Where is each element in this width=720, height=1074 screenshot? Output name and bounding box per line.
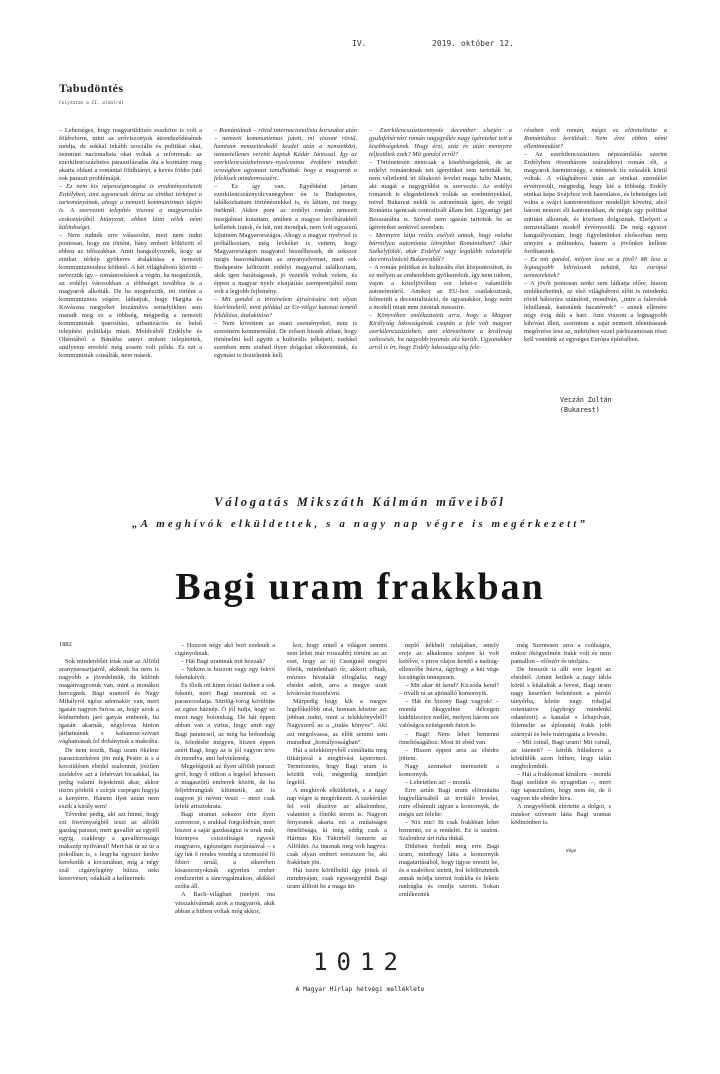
story-column-3 — [287, 642, 387, 926]
article-column-1 — [59, 127, 202, 481]
article-paragraph: – Nem követtem az otani eseményeket, nem is szeretném kommentálni. De erősen hiszek abban, hogy történelmi kell együtt a kulturális jelképeit, ezekkel szemben nem szabad ilyen dolgokat elkövetnünk, és egymást is tisztelnünk kell. — [214, 320, 357, 360]
story-column-2 — [175, 642, 275, 926]
story-column-1 — [59, 658, 159, 926]
article-column-3 — [369, 127, 512, 481]
story-paragraph: A meghívók elküldettek, s a nagy nap végre is megérkezett. A szekérület fel volt díszítve az alkalomhoz, valamint a főnöki terem is. Nagyon fényesnek akarta ezt a mulatságot ömeltösága, ki még eddig csak a Hármas Kis Tükörből ösmerte az Alföldet. Az inasnak meg volt hagyva: csak olyan embert ereszszen be, aki frakkban jön. — [287, 786, 387, 867]
story-paragraph: – Mit akar itt kend? Kicsoda kend? – rivallt rá az ajtónálló komornyik. — [399, 682, 499, 698]
continued-note: Folytatás a II. oldalról — [59, 101, 125, 106]
article-paragraph: – Nem tudnék erre válaszolni, mert nem tudni pontosan, hogy mi történt, hány embert költözött el ebben az időszakban. Amit hangsúlyoznék, hogy az etnikai térkép gyökeres átalakítása a nemzeti kommunizmushoz köthető. A két világháború közötti – nevezzük így – romániosítások a végén, ha megnézzük, az erdélyi városokban a többséget továbbra is a magyarok alkották. De ha megnézzük, mi történt a kommunizmus végére, láthatjuk, hogy Hargita és Kovászna megyéket leszámítva semelyikben sem maradt meg ez a többség, mégpedig a nemzeti kommunisták iparosítási, urbanizációs és belső telepítési politikája miatt. Moldvából Erdélybe és Olténiából a Bánátba annyi embert telepítettek, amilyenre errefelé még sosem volt példa. És ezt a kommunisták csinálták, nem mások. — [59, 231, 202, 360]
story-paragraph: A megyefőnök elértette a dolgot, s máskor szívesen látta Bagi uramat ködmönben is. — [511, 802, 611, 827]
story-paragraph: De nem teszik, Bagi uram ökelme parasztszekéren jön még Pestre is s a kocsiülésen ebédel szalonnát, jóízűen szeldelve azt a fehérvári bicsakkal, ha pedig valami fejedelmit akar, akkor tüzön pörköli s zsírját csepegni hagyja a kenyérre. Hanem ilyet aztán nem eszik a király sem! — [59, 746, 159, 810]
article-title: Tabudöntés — [59, 81, 124, 95]
author-name: Veczán Zoltán — [560, 396, 612, 404]
series-quote: „A meghívók elküldettek, s a nagy nap végre is megérkezett” — [131, 518, 589, 530]
story-paragraph: – Lehetetlen az! – mondá. — [405, 778, 472, 786]
story-paragraph: – Nekem is hozzon vagy egy fekvő feketekávét. — [175, 666, 275, 682]
article-paragraph: – Mit gondol a történelem újraírására tett olyan kísérletekről, mint például az Uz-völgyi katonai temető feldúlása, átalakítása? — [214, 295, 357, 320]
story-paragraph: Hát iszen körülbelül úgy jöttek el mindnyájan, csak egyesegyedül Bagi uram állított be a maga ün- — [287, 867, 387, 891]
issue-number: 1012 — [313, 948, 407, 976]
story-paragraph: A Bach–világban (melyet ma visszakívánnak azok a magyarok, akik abban a hitben voltak még akkor, — [175, 891, 275, 915]
article-paragraph: részben volt román, mégis ez elöretelitette a Romániához kerülését. Nem érez ebben némi ellentmondást? — [524, 127, 667, 151]
article-paragraph: – Ez nem kis népességmozgást is eredményezhetett Erdélyben, ami ugyancsak átírta az etnikai térképet a tartományának, ahogy a nemzeti kommunizmus idején is. A szervezett telepítés viszont a magyarosítás ezskoztárából hiányzott, ebben látni vélek némi különbséget. — [59, 183, 202, 231]
story-paragraph: Erre aztán Bagi uram elömutatta bugyellárisából az invitáló levelet, mire elbámult ugyan a komornyik, de mégis azt felelte: — [399, 786, 499, 818]
page-number-roman: IV. — [352, 39, 367, 48]
story-column-5 — [511, 642, 611, 842]
story-paragraph: – Hát Bagi uramnak mit hozzak? — [181, 658, 266, 666]
article-paragraph: – Romániának – rövid internacionalista korszakot után – nemzeti kommunizmus jutott, mi viszont rövid, hamisan nemzetieskedő kezdet után a nemzetközi, nemzetellenes verziót kaptuk Kádár Jánossal. Így az ezerkilencszázhetvenes–nyolcvanas években mindkét országban ugyanazt tanulhattuk: hogy a magyarok a felelősek mindenrosszért. — [214, 127, 357, 183]
story-paragraph: De bosszút is állt erre legott az ebédnél. Amint leültek a nagy tábla körül s kitálalták a levest, Bagi uram nagy keserűen belenézett a pároló tányérba, lelette nagy rohajjal ostentative (úgyhogy mindenki odanézett) a kanalat s lehajolván, fölemelte az újdonatúj frakk jobb szárnyát és bele mártogatta a levesbe. — [511, 666, 611, 738]
article-paragraph: – Az ezerkilencszáztizes népszámlálás szerint Erdélyben ötvenhárom százaléknyi román élt, a magyarok harmincnégy, a németek tíz százalék körül voltak. A világháború után az etnikai szemlélet érvényesült, mégpedig, hogy kié a többség. Erdély etnikai képe Svájchoz volt hasonlatos, és lehetséges lett volna a svájci kantonrendszer modelljét követni, ahol három nemzet élt kantonokban, de mégis egy politikai entitást alkotnak, és közösen dolgoznak. Ehelyett a nemzetállami modell érvényesült. De még egyszer hangsúlyoznám, hogy figyelmünket elsősorban nem ennyire a múltunkra, hanem a jövőnkre kellene fordítanunk. — [524, 151, 667, 255]
story-year: 1882 — [59, 641, 72, 648]
article-paragraph: – Könyvében emlékeztetett arra, hogy a Magyar Királyság lakosságának csupán a fele volt magyar ezerkilencszáztízben, ami elöretelitette a királyság szétesését, ha nagyobb nyomás alá került. Ugyanakkor arról is írt, hogy Erdély lakossága alig fele- — [369, 312, 512, 352]
story-paragraph: Bagi uramat sokszor érte ilyen szerencse, s urakkal forgolódván, mert hiszen a saját gazdaságtai is urak már, bizonyos csiszoltságot egyesít magyaros, egészséges észjárásával – s így hát ő rendes vendég a szomszéd fő fibiró úrnál, a sikerében kisasszonyoknak egyetlen ember rendszerint a táncvigalmakon, akikkel szóba áll. — [175, 810, 275, 891]
article-paragraph: – Ez mit gondol, milyen lesz ez a jövő? Mi lesz a legnagyobb kihívásunk nekünk, kis európai nemzeteknek? — [524, 255, 667, 279]
story-paragraph: Tévedne pedig, aki azt hinné, hogy ezt fösvénységből teszi az alföldi gazdag paraszt, mert gavallér az egytől egyig, csakhogy a gavallérossága mákszép nyilvánul! Mert hát úr az úr a pokolban is, s hogyha egyszer kedve kerekedik a kocsmában, míg a négy szál cigánylegény húzza neki keservesen, odakiált a kellnernek: — [59, 810, 159, 883]
article-paragraph: – A jövőt pontosan senki sem láthatja előre, hiszen emlékezhetünk, az első világháború előtt is mindenki rövid háborúra számított, mondván, „mire a falevelek lehullanak, katonáink hazatérnek” – ennek ellenére négy évig dúlt a harc. Ami viszont a legnagyobb kihívást illeti, szerintem a saját nemzeti identitásunk megőrzése lesz az, miközben ezzel párhuzamosan részt kell vennünk az egységes Európa építésében. — [524, 279, 667, 344]
story-paragraph: – Mit csinál, Bagi uram! Mit csinál, az isteneit? – kérdik hüledezve a körülülők azon hitben, hogy talán megbolondult. — [511, 738, 611, 770]
story-paragraph: – Bagi! Nem lehet bemenni ömeltóságához. Most itt ebéd van. — [399, 730, 499, 746]
issue-date: 2019. október 12. — [432, 39, 514, 48]
story-paragraph: kor, hogy ennél a világon semmi sem lehet már rosszabb) történt az az eset, hogy az új Csongrád megyei főnök, mindenható úr, akkori efhiak, mózses hivatalát elfoglalta, nagy ebédet adott, arra a megye urait kivánván összehívni. — [287, 642, 387, 698]
article-paragraph: – Ez így van. Egyébként jártam ezerkilencszáznyolcvanegyben én is Budapesten, találkozhattam történészekkel is, és láttam, mi megy önöknél. Akkor pont az erdélyi román nemzeti mozgalmat kutattam, amiben a magyar levéltárakból kellettek iratok, és hát, mit mondjak, nem volt egyszerű kijutnom Magyarországra. Ahogy a magyar nyelvvel is próbálkoztam, még leckéket is vettem, hogy Magyarországon magyarul beszélhessek, de sokszor mégis haszonáltattam az anyanyelvemet, mert sok Budapestre költözött erdélyi magyarral találkoztam, akik igen barátságosak, jó vezetők voltak velem, és éppen a magyar nyelv elsajátítás szempontjából nem volt a legjobb fejlemény. — [214, 183, 357, 295]
story-paragraph: Márpedig hogy kik a megye legelőkelőbb urai, honnan lehetne azt jobban tudni, mint a telekkönyvből? Nagyszerű az a „tudás könyve”. Aki azt megolvassa, az előtt semmi sem maradhat „homályosságban”. — [287, 698, 387, 746]
story-paragraph: – Hozzon négy akó bort ezeknek a cigányoknak. — [175, 642, 275, 658]
story-paragraph: És főzik ott künn óriási üstben a sok feketét, mert Bagi uramnak ez a paraszcsolatja. Süröög-forog körülötte az egész háznép. Ó jól tudja, hogy ez most nagy bolondság. De hát éppen abban van a virtus, hogy amit egy Bagi parancsol, az még ha bolondság is, feledésbe mégyen, hiszen éppen azért Bagi, hogy az is jól vagyon téve és mondva, ami helytelenség. — [175, 682, 275, 762]
story-paragraph: – Nix nuc! Itt csak frakkban lehet bemenni, ez a rendelet. Ez is szalon. Szalonhoz úri ruha dukál. — [399, 819, 499, 843]
story-title: Bagi uram frakkban — [175, 566, 545, 608]
article-paragraph: – A román politikai és kulturális élet központosított, és ez mélyen az emberekben gyökeredzik, így nem tudom, vajon a közeljövőben sor lehet-e valamiféle autonómiáról. Amikor az EU-hoz csatlakoztunk, felmerült a decentralizáció, de ugyanakkor, hogy ezért a modell miatt nem jutottak messzire. — [369, 263, 512, 312]
article-paragraph: – Ezerkilencszáztizennyole december elsején a gyulafehérvári román nagygyűlés nagy ígéreteket tett a kisebbségeknek. Hogy érzi, száz év után mennyire teljesültek ezek? Mit gondol erről? — [369, 127, 512, 159]
author-signature — [560, 395, 612, 415]
supplement-caption: A Magyar Hírlap hétvégi melléklete — [295, 986, 425, 993]
article-paragraph: – Lehetséges, hogy magyarüldözés esszköze is volt a földreform, mint az erőviszonyok átrendeződésének módja, de sokkal inkább szociális és politikai okai, semmint nacionalista okai voltak a reformnak: az ezerkilencszázhetes parasztlázadás óta a kormány meg akarta oldani a romániai földhiányt, a kevés földre jutó sok paraszt problémáját. — [59, 127, 202, 183]
story-paragraph: még Szentesen arra a csúfságra, mikor ökögyelmén frakk volt és nem pantallon – először és utoljára. — [511, 642, 611, 666]
story-paragraph: Nagy szemeket meresztett a komornyik. — [399, 762, 499, 778]
story-paragraph: – Hát én bizony Bagi vagyok! – mondá ökegyelme délcegen kiddülesztve mellét, melyen három sor valóságos ezüstgomb futott le. — [399, 698, 499, 730]
story-paragraph: Dühösen fordult meg erre Bagi uram, minthogy látta a komornyik magatartásából, hogy ügyse ereszti be, és a szabóhoz sietett, hol felöltöztették annak módja szerint frakkba és fekete nadrágba és rendje szerint. Sokan emlékeznek — [399, 843, 499, 899]
article-column-2 — [214, 127, 357, 481]
story-paragraph: neplő kékbeli ruhájában, amely ereje az alkalomra szépen ki volt kefélve, s piros olajos kendő a nadrág-ellenzőbe húzva, úgyhogy a két vége kicsüngőn ünnepesen. — [399, 642, 499, 682]
story-column-4 — [399, 642, 499, 926]
story-paragraph: – Hát a frakkomat kínálom – mondá Bagi szeliden és nyugodtan –, mert úgy tapasztalom, hogy nem én, de ő vagyon ide ebédre híva. — [511, 770, 611, 802]
article-paragraph: – Mennyire látja reális esélyét annak, hogy valaha bármilyen autonómia létrejöhet Romániában? Akár Székelyföldé, akár Erdélyé vagy legalább valamiféle decentralizáció Bukarestből? — [369, 231, 512, 263]
story-end-mark: Vége — [566, 849, 577, 854]
story-paragraph: Sok mindenfélét írtak már az Alföld aranyparasztjairól, akiknek ha nem is nagyobb a jövedelmük, de különb magánvagyonuk van, mint a monákoi hercegnek. Bagi uramról és Nagy Mihályról egész adomakör van, mert igazán nagyon furcsa az, hogy azok a ködmönben járó gatyás emberek, ha igazán akarnák, négylovas hinton járhatnának s kabanosz-szivart vághatnának fel dohánynak a makrába. — [59, 658, 159, 746]
author-location: (Bukarest) — [560, 406, 600, 414]
article-column-4 — [524, 127, 667, 387]
series-title: Válogatás Mikszáth Kálmán műveiből — [214, 495, 506, 509]
story-paragraph: – Hiszen éppen arra az ebédre jöttem. — [399, 746, 499, 762]
story-paragraph: Megelégszik az ilyen alföldi paraszt gróf, hogy ő otthon a legelső lehessen a magaszőrű emberek között, de ha feljebbrangúak kitüntetik, azt is nagyon jó néven veszi – mert csak lefelé arisztokrata. — [175, 762, 275, 810]
story-paragraph: Hát a telekkönyvből csináltatta meg titkárjával a meghívási lajstromot. Természetes, hogy Bagi uram is közütk volt, mégpedig mindjárt legelöl. — [287, 746, 387, 786]
article-paragraph: – Történetesen nemcsak a kisebbségeknek, de az erdélyi románoknak tett ígéretüket sem tartották be, nem véletlenül írt tiltakozó levelet maga Iuliu Maniu, aki magát a nagygyűlést is szervezte. Az erdélyi románok is elégedetlenek voltak az eredményekkel, mivel Bukarest nekik is autonómiát ígért, de végül Románia igencsak centralizált állam lett. Ugyanígy járt Besszarábia is. Szóval nem igazán tartották be az ígéreteiket senkivel szemben. — [369, 159, 512, 231]
